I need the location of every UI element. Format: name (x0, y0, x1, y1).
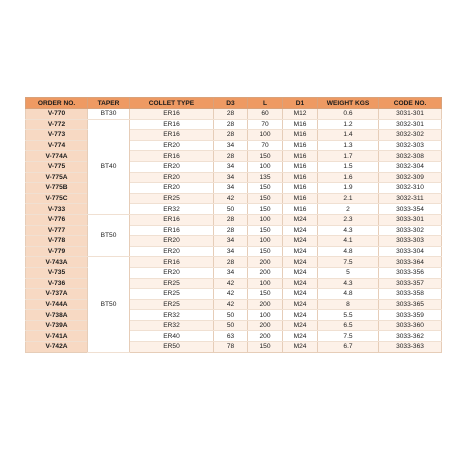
cell-l: 150 (248, 246, 283, 257)
cell-d1: M16 (283, 172, 318, 183)
cell-l: 150 (248, 193, 283, 204)
cell-d3: 28 (214, 225, 248, 236)
header-d3: D3 (214, 98, 248, 109)
cell-d3: 28 (214, 257, 248, 268)
header-l: L (248, 98, 283, 109)
cell-d1: M16 (283, 130, 318, 141)
cell-order-no: V-774A (26, 151, 88, 162)
cell-d1: M24 (283, 342, 318, 353)
cell-order-no: V-776 (26, 214, 88, 225)
cell-weight-kgs: 1.9 (318, 183, 379, 194)
header-row (26, 98, 442, 109)
cell-taper: BT50 (88, 257, 130, 352)
cell-order-no: V-743A (26, 257, 88, 268)
cell-weight-kgs: 1.5 (318, 161, 379, 172)
cell-collet-type: ER20 (130, 161, 214, 172)
cell-d3: 34 (214, 236, 248, 247)
cell-weight-kgs: 7.5 (318, 257, 379, 268)
cell-weight-kgs: 1.3 (318, 140, 379, 151)
cell-l: 150 (248, 225, 283, 236)
cell-weight-kgs: 2.3 (318, 214, 379, 225)
cell-weight-kgs: 6.7 (318, 342, 379, 353)
cell-taper: BT40 (88, 119, 130, 214)
cell-l: 60 (248, 109, 283, 120)
cell-d1: M24 (283, 310, 318, 321)
cell-code-no: 3033-365 (379, 299, 442, 310)
cell-d1: M24 (283, 331, 318, 342)
cell-d3: 42 (214, 299, 248, 310)
cell-code-no: 3033-357 (379, 278, 442, 289)
cell-d3: 28 (214, 130, 248, 141)
cell-collet-type: ER25 (130, 193, 214, 204)
cell-collet-type: ER32 (130, 204, 214, 215)
header-d1: D1 (283, 98, 318, 109)
cell-order-no: V-779 (26, 246, 88, 257)
cell-order-no: V-735 (26, 267, 88, 278)
table-row (26, 119, 442, 130)
cell-code-no: 3032-308 (379, 151, 442, 162)
cell-code-no: 3032-309 (379, 172, 442, 183)
cell-weight-kgs: 6.5 (318, 320, 379, 331)
cell-weight-kgs: 2 (318, 204, 379, 215)
cell-code-no: 3033-303 (379, 236, 442, 247)
cell-l: 100 (248, 278, 283, 289)
cell-collet-type: ER20 (130, 246, 214, 257)
header-order-no: ORDER NO. (26, 98, 88, 109)
cell-weight-kgs: 4.3 (318, 225, 379, 236)
cell-d1: M16 (283, 161, 318, 172)
cell-collet-type: ER40 (130, 331, 214, 342)
cell-l: 150 (248, 289, 283, 300)
cell-order-no: V-775C (26, 193, 88, 204)
cell-collet-type: ER16 (130, 257, 214, 268)
cell-d3: 50 (214, 310, 248, 321)
cell-order-no: V-772 (26, 119, 88, 130)
cell-collet-type: ER32 (130, 310, 214, 321)
cell-collet-type: ER20 (130, 140, 214, 151)
header-weight-kgs: WEIGHT KGS (318, 98, 379, 109)
cell-order-no: V-736 (26, 278, 88, 289)
cell-code-no: 3033-362 (379, 331, 442, 342)
cell-l: 100 (248, 214, 283, 225)
cell-d1: M24 (283, 299, 318, 310)
cell-code-no: 3031-301 (379, 109, 442, 120)
cell-order-no: V-742A (26, 342, 88, 353)
cell-weight-kgs: 4.1 (318, 236, 379, 247)
cell-code-no: 3033-358 (379, 289, 442, 300)
cell-d1: M24 (283, 289, 318, 300)
cell-d1: M24 (283, 214, 318, 225)
spec-table (25, 97, 442, 353)
cell-d3: 42 (214, 289, 248, 300)
cell-l: 100 (248, 130, 283, 141)
cell-d3: 34 (214, 140, 248, 151)
cell-l: 70 (248, 140, 283, 151)
cell-weight-kgs: 1.4 (318, 130, 379, 141)
cell-d3: 34 (214, 172, 248, 183)
cell-d1: M12 (283, 109, 318, 120)
cell-l: 100 (248, 161, 283, 172)
cell-d3: 34 (214, 246, 248, 257)
cell-collet-type: ER25 (130, 299, 214, 310)
cell-collet-type: ER20 (130, 172, 214, 183)
cell-d1: M24 (283, 246, 318, 257)
cell-code-no: 3032-311 (379, 193, 442, 204)
cell-collet-type: ER20 (130, 267, 214, 278)
cell-d3: 34 (214, 183, 248, 194)
cell-collet-type: ER20 (130, 236, 214, 247)
cell-d3: 50 (214, 320, 248, 331)
cell-l: 100 (248, 310, 283, 321)
cell-d1: M24 (283, 267, 318, 278)
cell-l: 150 (248, 151, 283, 162)
cell-code-no: 3033-359 (379, 310, 442, 321)
cell-d1: M24 (283, 278, 318, 289)
cell-collet-type: ER25 (130, 289, 214, 300)
cell-l: 200 (248, 331, 283, 342)
cell-d3: 42 (214, 278, 248, 289)
cell-order-no: V-777 (26, 225, 88, 236)
cell-l: 200 (248, 257, 283, 268)
cell-order-no: V-778 (26, 236, 88, 247)
cell-order-no: V-733 (26, 204, 88, 215)
cell-code-no: 3032-304 (379, 161, 442, 172)
cell-code-no: 3033-302 (379, 225, 442, 236)
cell-l: 200 (248, 299, 283, 310)
cell-code-no: 3033-304 (379, 246, 442, 257)
cell-code-no: 3033-354 (379, 204, 442, 215)
cell-code-no: 3032-310 (379, 183, 442, 194)
cell-weight-kgs: 2.1 (318, 193, 379, 204)
cell-code-no: 3033-301 (379, 214, 442, 225)
cell-collet-type: ER25 (130, 278, 214, 289)
cell-order-no: V-775 (26, 161, 88, 172)
cell-weight-kgs: 4.8 (318, 246, 379, 257)
cell-weight-kgs: 5 (318, 267, 379, 278)
cell-order-no: V-775A (26, 172, 88, 183)
cell-d3: 28 (214, 214, 248, 225)
table-body (26, 109, 442, 353)
cell-collet-type: ER16 (130, 214, 214, 225)
cell-weight-kgs: 1.2 (318, 119, 379, 130)
cell-d1: M16 (283, 204, 318, 215)
spec-table-container (25, 97, 441, 353)
table-row (26, 109, 442, 120)
cell-l: 70 (248, 119, 283, 130)
cell-d3: 34 (214, 161, 248, 172)
cell-collet-type: ER20 (130, 183, 214, 194)
header-collet-type: COLLET TYPE (130, 98, 214, 109)
cell-d3: 28 (214, 119, 248, 130)
cell-weight-kgs: 5.5 (318, 310, 379, 321)
cell-weight-kgs: 0.6 (318, 109, 379, 120)
cell-order-no: V-775B (26, 183, 88, 194)
cell-order-no: V-744A (26, 299, 88, 310)
cell-taper: BT30 (88, 109, 130, 120)
cell-l: 150 (248, 342, 283, 353)
cell-d1: M16 (283, 140, 318, 151)
cell-weight-kgs: 1.7 (318, 151, 379, 162)
cell-collet-type: ER50 (130, 342, 214, 353)
cell-d1: M16 (283, 183, 318, 194)
cell-d3: 50 (214, 204, 248, 215)
cell-l: 100 (248, 236, 283, 247)
cell-d1: M24 (283, 320, 318, 331)
cell-weight-kgs: 4.3 (318, 278, 379, 289)
cell-code-no: 3033-356 (379, 267, 442, 278)
table-row (26, 214, 442, 225)
cell-order-no: V-741A (26, 331, 88, 342)
cell-collet-type: ER16 (130, 119, 214, 130)
header-taper: TAPER (88, 98, 130, 109)
cell-d3: 28 (214, 109, 248, 120)
cell-d1: M16 (283, 151, 318, 162)
cell-code-no: 3032-302 (379, 130, 442, 141)
cell-d1: M24 (283, 225, 318, 236)
cell-l: 135 (248, 172, 283, 183)
cell-order-no: V-738A (26, 310, 88, 321)
table-row (26, 257, 442, 268)
cell-code-no: 3033-360 (379, 320, 442, 331)
cell-order-no: V-737A (26, 289, 88, 300)
cell-weight-kgs: 7.5 (318, 331, 379, 342)
cell-d1: M24 (283, 236, 318, 247)
cell-weight-kgs: 4.8 (318, 289, 379, 300)
cell-order-no: V-739A (26, 320, 88, 331)
cell-d3: 34 (214, 267, 248, 278)
cell-d3: 63 (214, 331, 248, 342)
cell-weight-kgs: 1.6 (318, 172, 379, 183)
cell-weight-kgs: 8 (318, 299, 379, 310)
cell-order-no: V-770 (26, 109, 88, 120)
cell-l: 150 (248, 204, 283, 215)
header-code-no: CODE NO. (379, 98, 442, 109)
cell-d3: 28 (214, 151, 248, 162)
cell-collet-type: ER32 (130, 320, 214, 331)
cell-d3: 78 (214, 342, 248, 353)
cell-taper: BT50 (88, 214, 130, 256)
cell-d3: 42 (214, 193, 248, 204)
cell-code-no: 3033-364 (379, 257, 442, 268)
cell-l: 150 (248, 183, 283, 194)
cell-l: 200 (248, 267, 283, 278)
cell-d1: M24 (283, 257, 318, 268)
cell-order-no: V-774 (26, 140, 88, 151)
cell-collet-type: ER16 (130, 109, 214, 120)
cell-l: 200 (248, 320, 283, 331)
cell-code-no: 3032-303 (379, 140, 442, 151)
cell-d1: M16 (283, 193, 318, 204)
cell-order-no: V-773 (26, 130, 88, 141)
cell-code-no: 3033-363 (379, 342, 442, 353)
cell-collet-type: ER16 (130, 225, 214, 236)
cell-collet-type: ER16 (130, 130, 214, 141)
cell-d1: M16 (283, 119, 318, 130)
cell-code-no: 3032-301 (379, 119, 442, 130)
cell-collet-type: ER16 (130, 151, 214, 162)
